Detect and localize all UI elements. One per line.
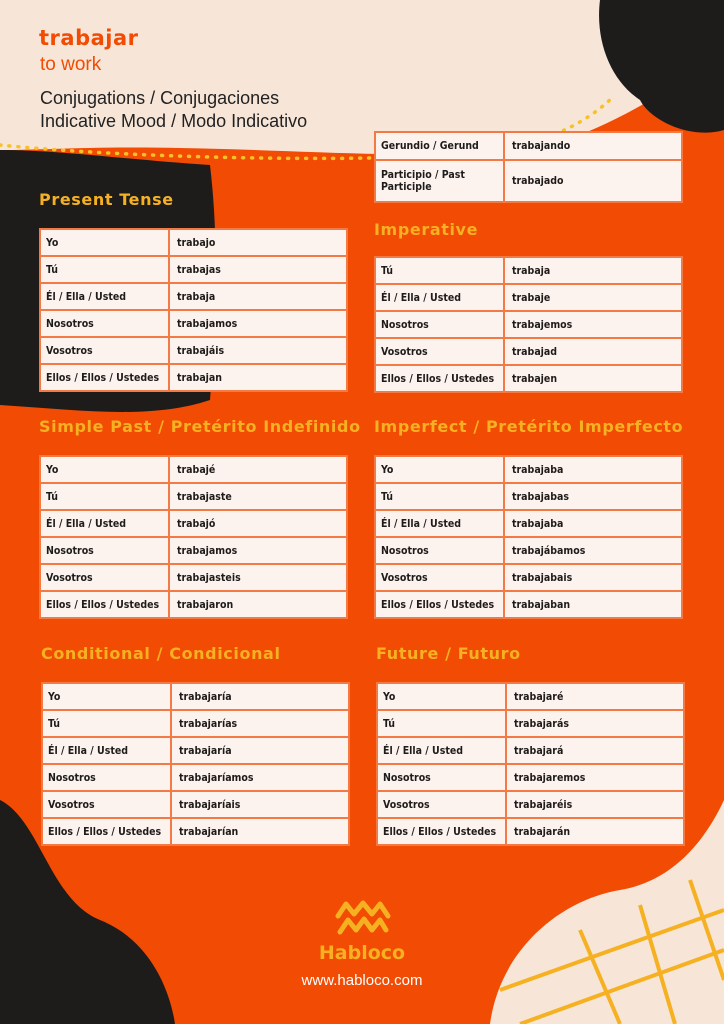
conjugation: trabajáis: [169, 337, 347, 364]
table-row: [40, 310, 347, 337]
pronoun: Él / Ella / Usted: [375, 284, 504, 311]
conjugation: trabajarían: [171, 818, 349, 845]
table-row: [40, 591, 347, 618]
table-row: [377, 683, 684, 710]
table-row: [40, 510, 347, 537]
conjugation: trabajen: [504, 365, 682, 392]
conjugation: trabajaba: [504, 510, 682, 537]
pronoun: Tú: [40, 256, 169, 283]
conjugation: trabajabais: [504, 564, 682, 591]
table-row: [375, 160, 682, 202]
conjugation: trabaja: [504, 257, 682, 284]
table-row: [40, 537, 347, 564]
table-row: [375, 132, 682, 160]
conjugation: trabajará: [506, 737, 684, 764]
conjugation: trabajasteis: [169, 564, 347, 591]
pronoun: Él / Ella / Usted: [377, 737, 506, 764]
table-row: [40, 483, 347, 510]
pronoun: Ellos / Ellos / Ustedes: [40, 591, 169, 618]
table-row: [375, 257, 682, 284]
conjugation: trabajemos: [504, 311, 682, 338]
conjugation: trabajamos: [169, 537, 347, 564]
table-row: [40, 256, 347, 283]
table-row: [375, 456, 682, 483]
conjugation: trabajaba: [504, 456, 682, 483]
subtitle-mood: Indicative Mood / Modo Indicativo: [40, 111, 308, 131]
conjugation: trabajarías: [171, 710, 349, 737]
table-row: [377, 710, 684, 737]
form-value: trabajando: [504, 132, 682, 160]
verb-translation: to work: [40, 54, 102, 75]
table-row: [375, 591, 682, 618]
table-row: [42, 791, 349, 818]
pronoun: Él / Ella / Usted: [375, 510, 504, 537]
waves-icon: [334, 900, 392, 936]
pronoun: Nosotros: [40, 310, 169, 337]
table-row: [375, 510, 682, 537]
conjugation: trabajabas: [504, 483, 682, 510]
table-row: [377, 818, 684, 845]
table-row: [42, 818, 349, 845]
section-title-imperfect: Imperfect / Pretérito Imperfecto: [374, 417, 684, 436]
pronoun: Ellos / Ellos / Ustedes: [42, 818, 171, 845]
table-row: [40, 456, 347, 483]
table-row: [375, 338, 682, 365]
conjugation: trabajarás: [506, 710, 684, 737]
table-row: [42, 737, 349, 764]
conjugation: trabajas: [169, 256, 347, 283]
table-imperative: [374, 256, 683, 393]
pronoun: Él / Ella / Usted: [40, 510, 169, 537]
conjugation: trabaja: [169, 283, 347, 310]
table-row: [40, 364, 347, 391]
conjugation: trabajaban: [504, 591, 682, 618]
pronoun: Vosotros: [377, 791, 506, 818]
forms-table: [374, 131, 683, 203]
table-row: [377, 764, 684, 791]
pronoun: Yo: [377, 683, 506, 710]
conjugation: trabajaríamos: [171, 764, 349, 791]
form-label: Participio / Past Participle: [375, 160, 504, 202]
table-row: [375, 311, 682, 338]
conjugation: trabajo: [169, 229, 347, 256]
table-row: [375, 564, 682, 591]
pronoun: Nosotros: [375, 311, 504, 338]
brand-url[interactable]: www.habloco.com: [301, 972, 423, 989]
conjugation: trabajamos: [169, 310, 347, 337]
table-row: [42, 710, 349, 737]
conjugation: trabajaréis: [506, 791, 684, 818]
table-row: [40, 283, 347, 310]
conjugation: trabajaría: [171, 683, 349, 710]
table-row: [42, 683, 349, 710]
section-title-future: Future / Futuro: [376, 644, 521, 663]
table-row: [377, 791, 684, 818]
pronoun: Nosotros: [42, 764, 171, 791]
pronoun: Ellos / Ellos / Ustedes: [375, 365, 504, 392]
pronoun: Yo: [40, 229, 169, 256]
conjugation: trabajaría: [171, 737, 349, 764]
table-future: [376, 682, 685, 846]
pronoun: Yo: [375, 456, 504, 483]
table-row: [375, 284, 682, 311]
conjugation: trabaje: [504, 284, 682, 311]
table-present: [39, 228, 348, 392]
conjugation: trabajaron: [169, 591, 347, 618]
verb-title: trabajar: [39, 26, 139, 50]
pronoun: Ellos / Ellos / Ustedes: [377, 818, 506, 845]
pronoun: Vosotros: [40, 337, 169, 364]
pronoun: Yo: [40, 456, 169, 483]
conjugation: trabajábamos: [504, 537, 682, 564]
pronoun: Ellos / Ellos / Ustedes: [40, 364, 169, 391]
pronoun: Vosotros: [375, 338, 504, 365]
conjugation: trabajarán: [506, 818, 684, 845]
table-row: [40, 564, 347, 591]
conjugation: trabajó: [169, 510, 347, 537]
pronoun: Tú: [375, 483, 504, 510]
pronoun: Tú: [375, 257, 504, 284]
pronoun: Él / Ella / Usted: [42, 737, 171, 764]
pronoun: Vosotros: [42, 791, 171, 818]
brand-name: Habloco: [318, 942, 406, 964]
table-simple-past: [39, 455, 348, 619]
pronoun: Nosotros: [40, 537, 169, 564]
conjugation: trabajan: [169, 364, 347, 391]
pronoun: Ellos / Ellos / Ustedes: [375, 591, 504, 618]
table-imperfect: [374, 455, 683, 619]
table-row: [42, 764, 349, 791]
subtitle-conjugations: Conjugations / Conjugaciones: [40, 88, 280, 108]
form-value: trabajado: [504, 160, 682, 202]
pronoun: Tú: [40, 483, 169, 510]
pronoun: Tú: [42, 710, 171, 737]
pronoun: Vosotros: [40, 564, 169, 591]
section-title-imperative: Imperative: [374, 220, 479, 239]
table-row: [377, 737, 684, 764]
section-title-present: Present Tense: [39, 190, 174, 209]
conjugation: trabajaré: [506, 683, 684, 710]
conjugation: trabajaremos: [506, 764, 684, 791]
pronoun: Tú: [377, 710, 506, 737]
conjugation: trabajad: [504, 338, 682, 365]
table-row: [40, 337, 347, 364]
pronoun: Nosotros: [377, 764, 506, 791]
conjugation: trabajaríais: [171, 791, 349, 818]
form-label: Gerundio / Gerund: [375, 132, 504, 160]
table-row: [375, 483, 682, 510]
conjugation: trabajaste: [169, 483, 347, 510]
pronoun: Nosotros: [375, 537, 504, 564]
table-row: [375, 537, 682, 564]
table-row: [40, 229, 347, 256]
section-title-simple-past: Simple Past / Pretérito Indefinido: [39, 417, 361, 436]
pronoun: Vosotros: [375, 564, 504, 591]
table-conditional: [41, 682, 350, 846]
table-row: [375, 365, 682, 392]
pronoun: Yo: [42, 683, 171, 710]
conjugation: trabajé: [169, 456, 347, 483]
pronoun: Él / Ella / Usted: [40, 283, 169, 310]
section-title-conditional: Conditional / Condicional: [41, 644, 281, 663]
